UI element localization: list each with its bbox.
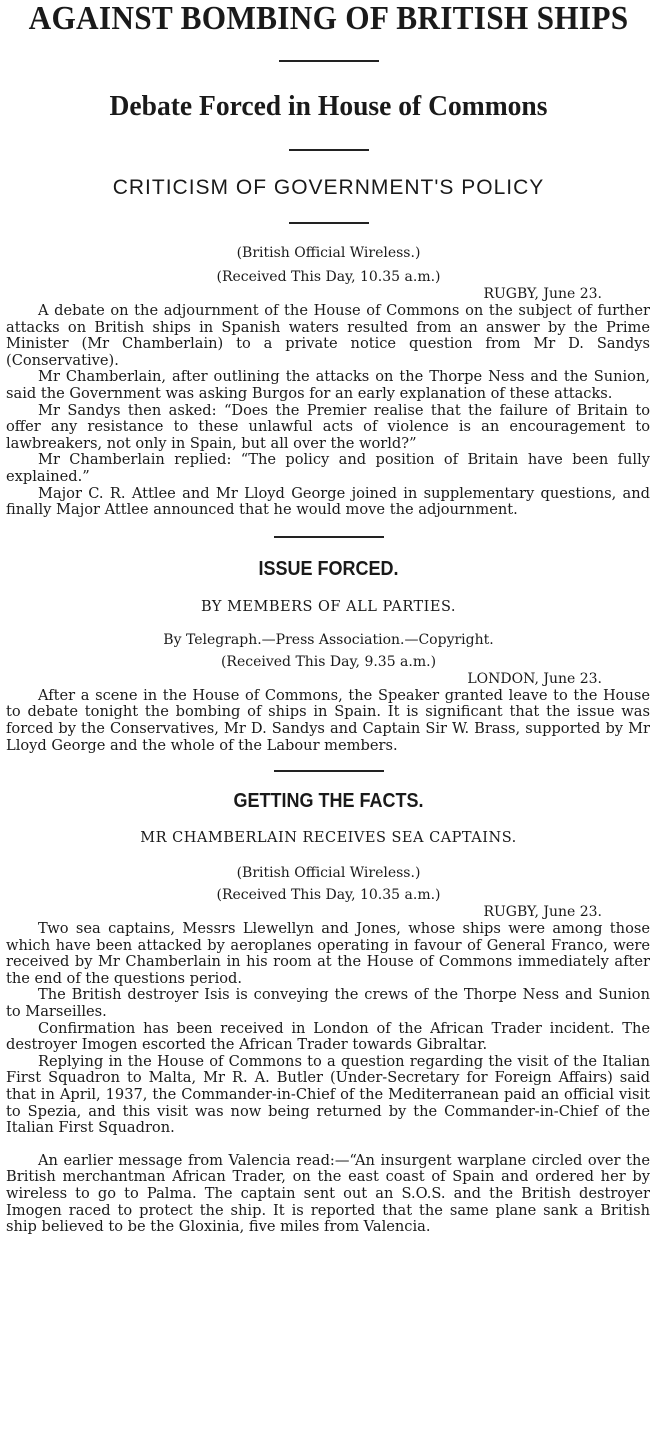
rule (274, 536, 384, 538)
dateline: RUGBY, June 23. (483, 904, 602, 921)
article-body (0, 921, 657, 1236)
section-title: GETTING THE FACTS. (233, 790, 424, 813)
dateline: LONDON, June 23. (467, 670, 602, 687)
paragraph: Mr Sandys then asked: “Does the Premier realise that the failure of Britain to offer any resistance to these unlawful acts of violence is an encouragement to lawbreakers, not only in Spain, but all over the world?” (6, 401, 650, 452)
received-line: (Received This Day, 9.35 a.m.) (220, 653, 437, 670)
article-body (0, 688, 657, 754)
section-subtitle: MR CHAMBERLAIN RECEIVES SEA CAPTAINS. (140, 830, 517, 847)
rule (274, 770, 384, 772)
source-line: By Telegraph.—Press Association.—Copyright. (163, 631, 494, 648)
paragraph: An earlier message from Valencia read:—“An insurgent warplane circled over the British merchantman African Trader, on the east coast of Spain and ordered her by wireless to go to Palma. The captain sent out an S.O.S. and the British destroyer Imogen raced to protect the ship. It is reported that the same plane sank a British ship believed to be the Gloxinia, five miles from Valencia. (6, 1151, 650, 1236)
rule (279, 60, 379, 62)
paragraph: Mr Chamberlain, after outlining the attacks on the Thorpe Ness and the Sunion, said the Government was asking Burgos for an early explanation of these attacks. (6, 368, 650, 402)
paragraph: After a scene in the House of Commons, the Speaker granted leave to the House to debate tonight the bombing of ships in Spain. It is significant that the issue was forced by the Conservatives, Mr D. Sandys and Captain Sir W. Brass, supported by Mr Lloyd George and the whole of the Labour members. (6, 686, 650, 754)
subheadline: Debate Forced in House of Commons (109, 90, 548, 122)
rule (289, 149, 369, 151)
paragraph: Two sea captains, Messrs Llewellyn and Jones, whose ships were among those which have been attacked by aeroplanes operating in favour of General Franco, were received by Mr Chamberlain in his room at the House of Commons immediately after the end of the questions period. (6, 920, 650, 987)
section-subtitle: BY MEMBERS OF ALL PARTIES. (200, 598, 457, 615)
received-line: (Received This Day, 10.35 a.m.) (216, 269, 441, 285)
headline: AGAINST BOMBING OF BRITISH SHIPS (28, 0, 629, 37)
deck: CRITICISM OF GOVERNMENT'S POLICY (112, 176, 545, 199)
source-line: (British Official Wireless.) (236, 865, 421, 882)
paragraph: Replying in the House of Commons to a question regarding the visit of the Italian First Squadron to Malta, Mr R. A. Butler (Under-Secretary for Foreign Affairs) said that in April, 1937, the Commander-in-Chief of the Mediterranean paid an official visit to Spezia, and this visit was now being returned by the Commander-in-Chief of the Italian First Squadron. (6, 1052, 650, 1137)
source-line: (British Official Wireless.) (236, 245, 421, 261)
article-body (0, 303, 657, 519)
received-line: (Received This Day, 10.35 a.m.) (216, 887, 441, 904)
dateline: RUGBY, June 23. (483, 286, 602, 302)
paragraph: Mr Chamberlain replied: “The policy and position of Britain have been fully explained.” (6, 451, 650, 485)
paragraph: Confirmation has been received in London of the African Trader incident. The destroyer Imogen escorted the African Trader towards Gibraltar. (6, 1019, 650, 1054)
paragraph: A debate on the adjournment of the House of Commons on the subject of further attacks on British ships in Spanish waters resulted from an answer by the Prime Minister (Mr Chamberlain) to a private notice question from Mr D. Sandys (Conservative). (6, 302, 650, 369)
section-title: ISSUE FORCED. (258, 557, 399, 580)
paragraph: Major C. R. Attlee and Mr Lloyd George joined in supplementary questions, and finally Major Attlee announced that he would move the adjournment. (6, 484, 650, 519)
paragraph: The British destroyer Isis is conveying the crews of the Thorpe Ness and Sunion to Marseilles. (6, 986, 650, 1021)
rule (289, 222, 369, 224)
